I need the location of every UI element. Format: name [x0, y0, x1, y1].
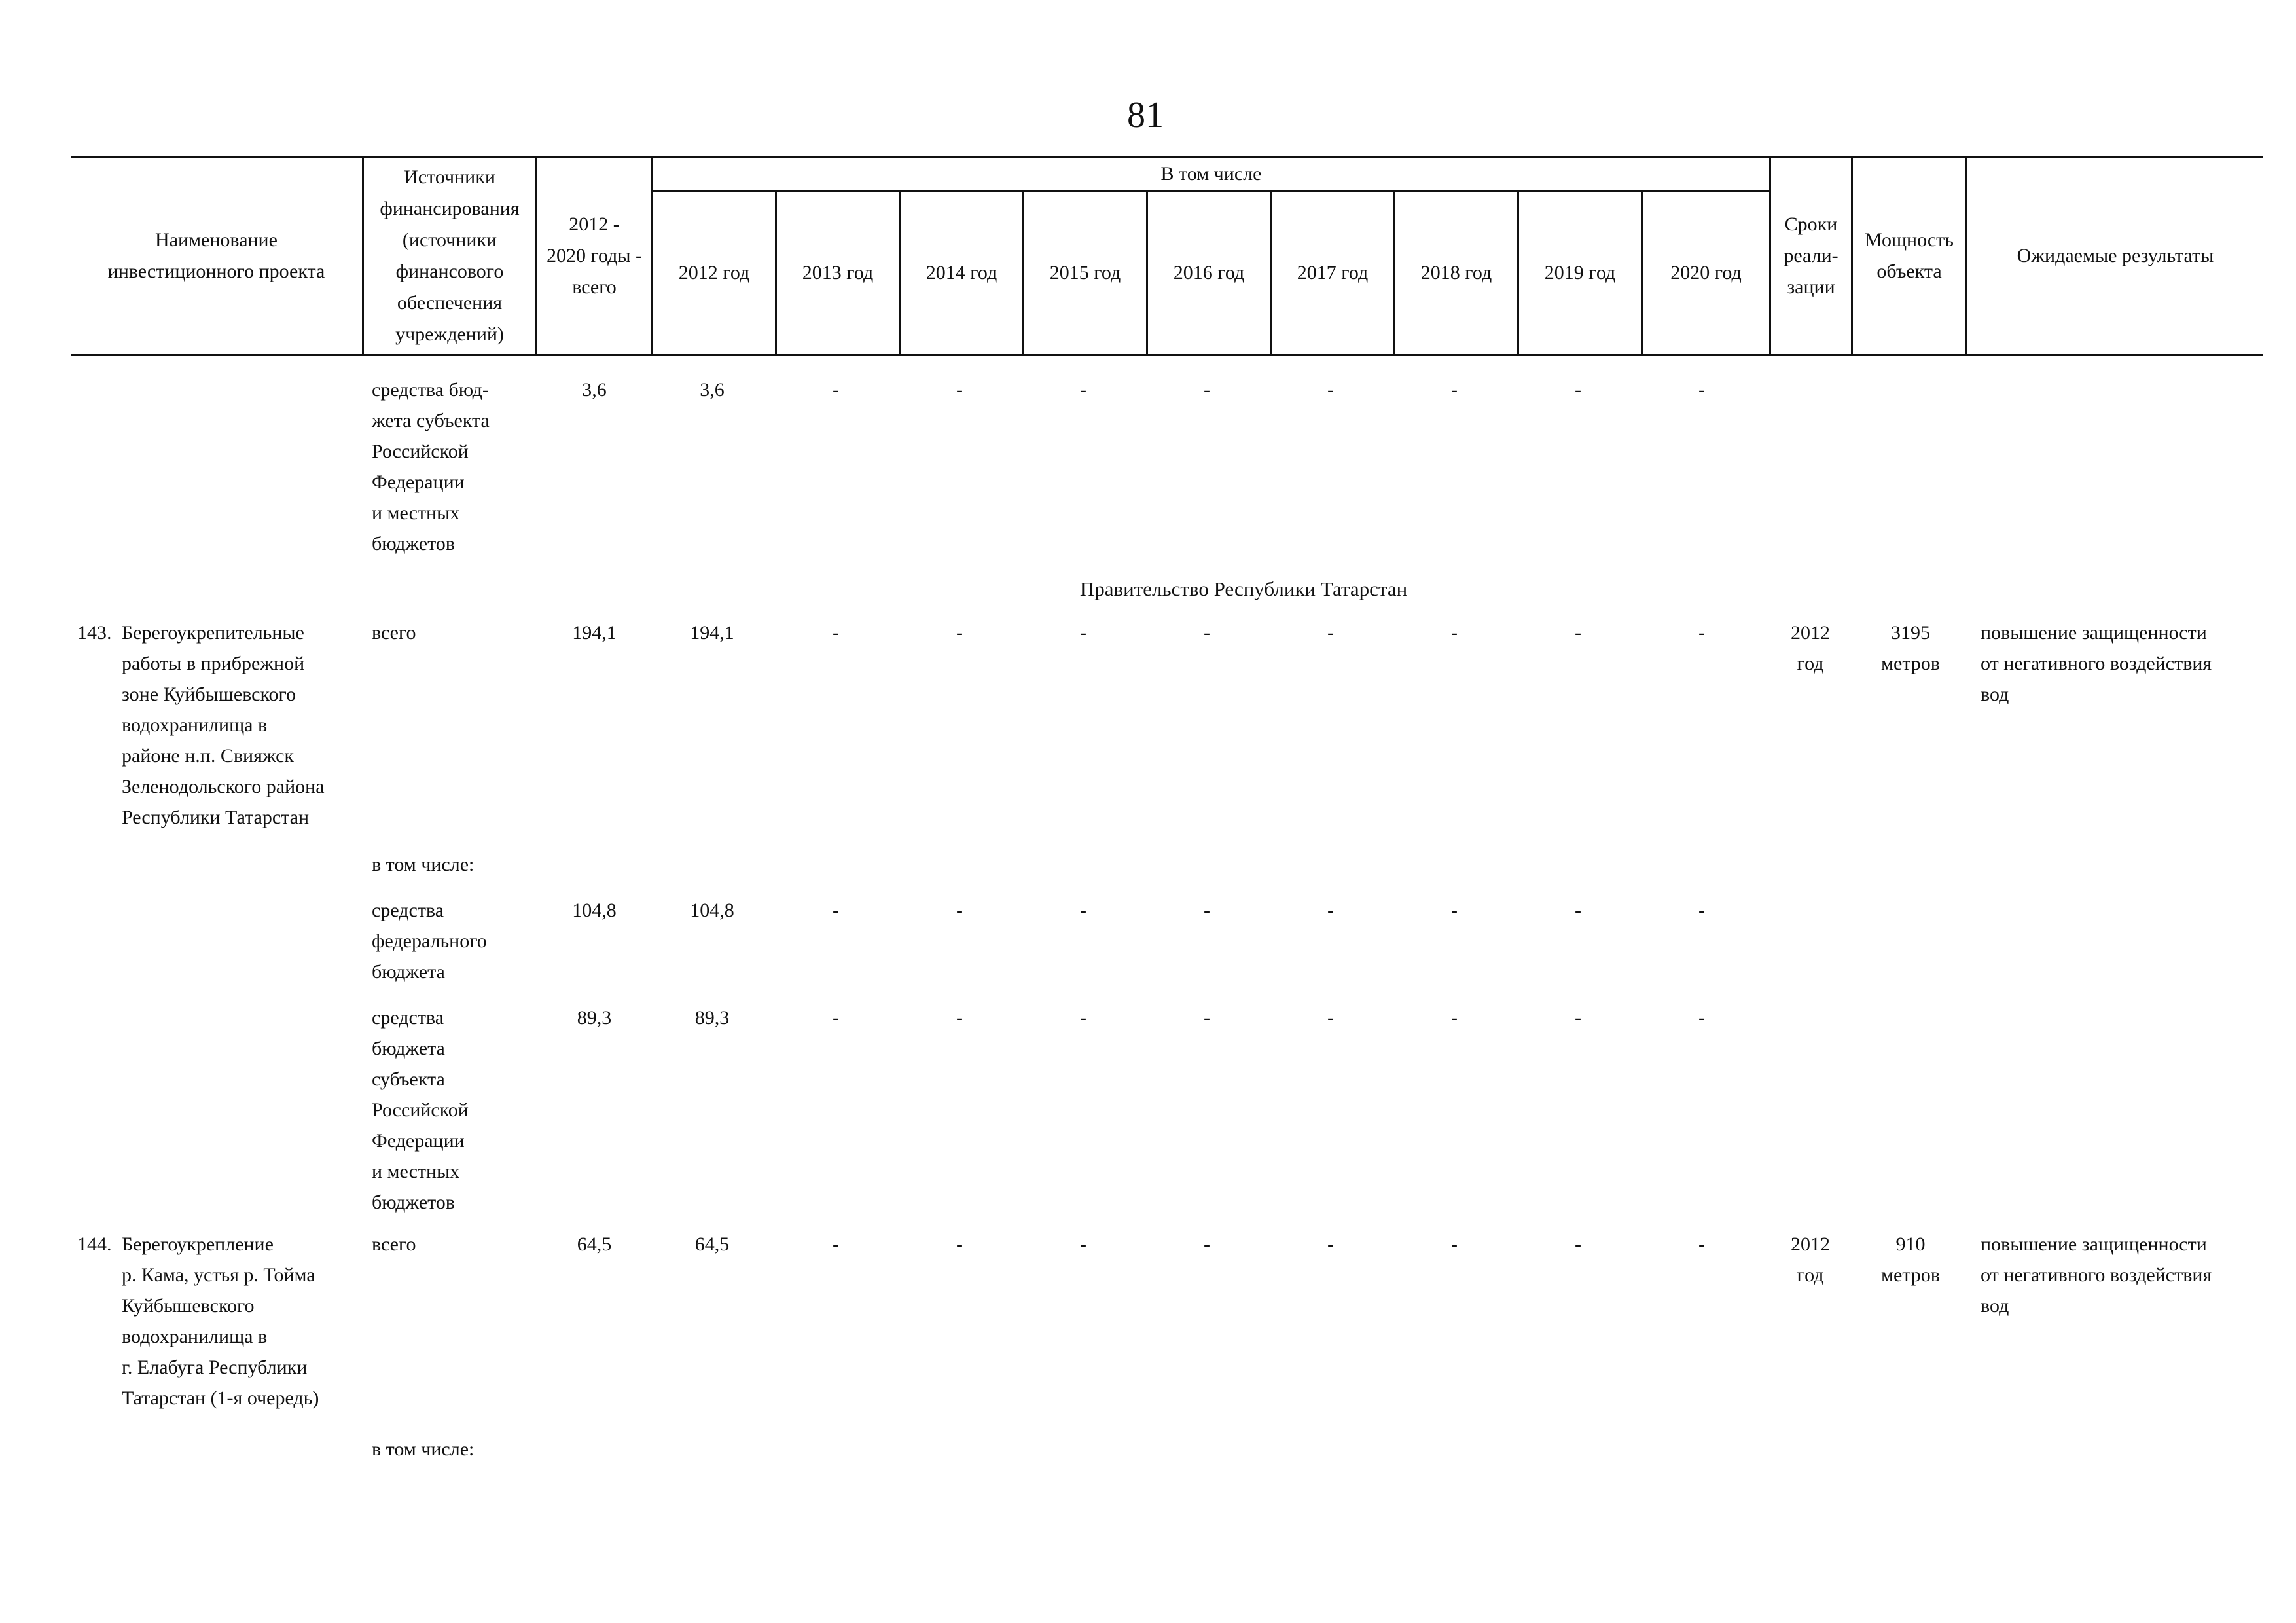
year-value: -	[1575, 900, 1581, 921]
year-value: -	[956, 379, 963, 401]
header-year: 2012 год	[678, 261, 750, 283]
year-value: -	[1327, 622, 1334, 644]
project-name: Берегоукрепительные работы в прибрежной зоне Куйбышевского водохранилища в районе н.п. Свияжск Зеленодольского района Республики Татарстан	[122, 622, 325, 828]
source-cell: средства федерального бюджета	[372, 900, 487, 983]
year-value: -	[1080, 900, 1086, 921]
expected-result: повышение защищенности от негативного воздействия вод	[1981, 1233, 2212, 1317]
header-capacity: Мощность объекта	[1865, 229, 1954, 282]
year-value: -	[1204, 1233, 1210, 1255]
project-number: 144.	[77, 1233, 112, 1255]
header-term: Сроки реали- зации	[1784, 213, 1839, 298]
year-value: -	[1327, 1007, 1334, 1029]
total-cell: 64,5	[577, 1233, 612, 1255]
year-value: -	[1698, 622, 1705, 644]
including-label: в том числе:	[372, 854, 475, 875]
year-value: -	[833, 379, 839, 401]
year-value: -	[1698, 1007, 1705, 1029]
total-cell: 104,8	[572, 900, 617, 921]
year-value: -	[833, 900, 839, 921]
year-value: -	[833, 1007, 839, 1029]
year-value: -	[1575, 1233, 1581, 1255]
expected-result: повышение защищенности от негативного воздействия вод	[1981, 622, 2212, 705]
header-financing-sources: Источники финансирования (источники финансового обеспечения учреждений)	[380, 166, 520, 345]
year-value: -	[956, 622, 963, 644]
year-value: -	[833, 1233, 839, 1255]
year-value: -	[1204, 622, 1210, 644]
capacity-cell: 910 метров	[1881, 1233, 1940, 1286]
header-year: 2017 год	[1297, 261, 1369, 283]
table-top-rule	[71, 156, 2263, 158]
header-year: 2018 год	[1420, 261, 1492, 283]
source-cell: всего	[372, 1233, 416, 1255]
project-number: 143.	[77, 622, 112, 644]
source-cell: средства бюджета субъекта Российской Федерации и местных бюджетов	[372, 1007, 469, 1213]
year-value: 64,5	[694, 1233, 730, 1255]
header-year: 2013 год	[802, 261, 874, 283]
year-value: -	[1698, 900, 1705, 921]
term-cell: 2012 год	[1791, 1233, 1830, 1286]
year-value: -	[1575, 379, 1581, 401]
year-value: -	[1080, 1233, 1086, 1255]
total-cell: 89,3	[577, 1007, 612, 1029]
year-value: -	[1451, 900, 1458, 921]
year-value: 3,6	[700, 379, 725, 401]
year-value: 89,3	[694, 1007, 730, 1029]
year-value: -	[1204, 379, 1210, 401]
header-year: 2015 год	[1049, 261, 1121, 283]
year-value: -	[956, 1007, 963, 1029]
header-results: Ожидаемые результаты	[2017, 245, 2214, 266]
year-value: -	[1327, 900, 1334, 921]
total-cell: 3,6	[582, 379, 607, 401]
year-value: -	[1080, 622, 1086, 644]
year-value: -	[1698, 379, 1705, 401]
year-value: -	[1451, 1007, 1458, 1029]
year-value: -	[1204, 1007, 1210, 1029]
year-value: -	[1204, 900, 1210, 921]
year-value: -	[1080, 1007, 1086, 1029]
page-number: 81	[1127, 95, 1164, 136]
header-total: 2012 - 2020 годы - всего	[546, 213, 643, 298]
term-cell: 2012 год	[1791, 622, 1830, 674]
year-value: 194,1	[690, 622, 734, 644]
year-value: -	[1451, 379, 1458, 401]
header-year: 2020 год	[1670, 261, 1742, 283]
capacity-cell: 3195 метров	[1881, 622, 1940, 674]
header-project-name: Наименование инвестиционного проекта	[107, 229, 325, 282]
project-name: Берегоукрепление р. Кама, устья р. Тойма Куйбышевского водохранилища в г. Елабуга Республики Татарстан (1-я очередь)	[122, 1233, 319, 1409]
year-value: -	[1327, 379, 1334, 401]
year-value: -	[1327, 1233, 1334, 1255]
year-value: -	[956, 1233, 963, 1255]
year-value: -	[1451, 1233, 1458, 1255]
year-value: -	[833, 622, 839, 644]
section-title: Правительство Республики Татарстан	[1079, 577, 1408, 600]
year-value: -	[1575, 622, 1581, 644]
header-year: 2016 год	[1173, 261, 1245, 283]
year-value: -	[956, 900, 963, 921]
source-cell: всего	[372, 622, 416, 644]
header-including: В том числе	[1160, 163, 1262, 185]
source-cell: средства бюд- жета субъекта Российской Федерации и местных бюджетов	[372, 379, 490, 555]
header-year: 2019 год	[1544, 261, 1616, 283]
year-value: 104,8	[690, 900, 734, 921]
year-value: -	[1451, 622, 1458, 644]
header-year: 2014 год	[925, 261, 997, 283]
including-label: в том числе:	[372, 1438, 475, 1460]
year-value: -	[1080, 379, 1086, 401]
year-value: -	[1698, 1233, 1705, 1255]
table-header-bottom-rule	[71, 354, 2263, 356]
total-cell: 194,1	[572, 622, 617, 644]
year-value: -	[1575, 1007, 1581, 1029]
